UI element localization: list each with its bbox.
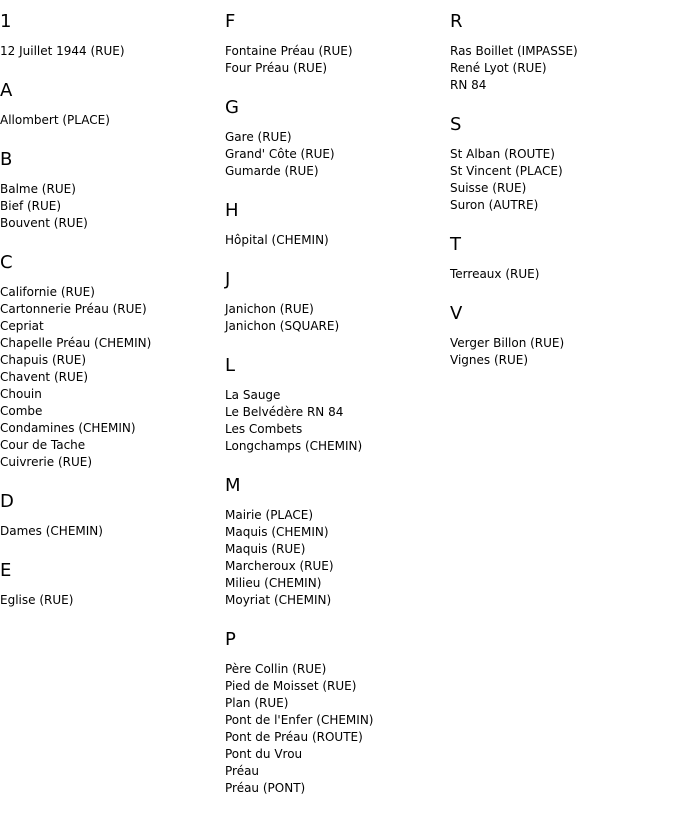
street-name: Chavent (RUE)	[0, 370, 89, 384]
section-letter-heading: S	[450, 114, 462, 135]
section-letter-heading: C	[0, 252, 13, 273]
street-name: 12 Juillet 1944 (RUE)	[0, 44, 125, 58]
section-letter-heading: B	[0, 149, 13, 170]
street-list	[225, 43, 445, 77]
letter-section	[450, 11, 670, 94]
street-name: Hôpital (CHEMIN)	[225, 233, 329, 247]
street-list	[0, 181, 220, 232]
street-name: Allombert (PLACE)	[0, 113, 110, 127]
street-list	[0, 523, 220, 540]
street-name: Plan (RUE)	[225, 696, 289, 710]
letter-section	[0, 149, 220, 232]
street-name: Suron (AUTRE)	[450, 198, 539, 212]
section-letter-heading: R	[450, 11, 463, 32]
section-letter-heading: L	[225, 355, 236, 376]
street-list	[225, 232, 445, 249]
street-name: Bief (RUE)	[0, 199, 62, 213]
letter-section	[225, 200, 445, 249]
street-name: Grand' Côte (RUE)	[225, 147, 335, 161]
street-list	[225, 387, 445, 455]
section-letter-heading: F	[225, 11, 236, 32]
street-name: Condamines (CHEMIN)	[0, 421, 136, 435]
letter-section	[0, 11, 220, 60]
street-list	[225, 661, 445, 797]
letter-section	[225, 97, 445, 180]
street-name: Vignes (RUE)	[450, 353, 529, 367]
street-name: Gumarde (RUE)	[225, 164, 319, 178]
street-list	[0, 43, 220, 60]
street-name: Bouvent (RUE)	[0, 216, 88, 230]
section-letter-heading: D	[0, 491, 14, 512]
street-name: Père Collin (RUE)	[225, 662, 327, 676]
street-name: Préau	[225, 764, 260, 778]
section-letter-heading: G	[225, 97, 239, 118]
street-name: Chapelle Préau (CHEMIN)	[0, 336, 152, 350]
letter-section	[0, 560, 220, 609]
index-column-1	[0, 11, 220, 629]
street-name: Janichon (RUE)	[225, 302, 314, 316]
section-letter-heading: E	[0, 560, 12, 581]
street-name: Fontaine Préau (RUE)	[225, 44, 353, 58]
street-name: Cartonnerie Préau (RUE)	[0, 302, 147, 316]
street-list	[225, 301, 445, 335]
street-list	[450, 266, 670, 283]
letter-section	[0, 491, 220, 540]
street-list	[225, 507, 445, 609]
street-name: Suisse (RUE)	[450, 181, 527, 195]
street-list	[225, 129, 445, 180]
street-name: Californie (RUE)	[0, 285, 95, 299]
letter-section	[0, 80, 220, 129]
section-letter-heading: H	[225, 200, 239, 221]
letter-section	[225, 11, 445, 77]
street-name: Chouin	[0, 387, 42, 401]
street-name: St Vincent (PLACE)	[450, 164, 563, 178]
street-name: Pont de Préau (ROUTE)	[225, 730, 363, 744]
letter-section	[225, 269, 445, 335]
section-letter-heading: A	[0, 80, 13, 101]
letter-section	[450, 303, 670, 369]
letter-section	[450, 114, 670, 214]
street-name: Verger Billon (RUE)	[450, 336, 565, 350]
street-name: Four Préau (RUE)	[225, 61, 328, 75]
street-name: Milieu (CHEMIN)	[225, 576, 322, 590]
index-column-2	[225, 11, 445, 817]
street-name: Gare (RUE)	[225, 130, 292, 144]
street-name: Pont de l'Enfer (CHEMIN)	[225, 713, 374, 727]
street-name: Les Combets	[225, 422, 303, 436]
street-name: Maquis (RUE)	[225, 542, 306, 556]
street-name: Mairie (PLACE)	[225, 508, 314, 522]
street-name: Le Belvédère RN 84	[225, 405, 344, 419]
section-letter-heading: J	[225, 269, 231, 290]
street-list	[0, 112, 220, 129]
street-name: René Lyot (RUE)	[450, 61, 547, 75]
street-name: Eglise (RUE)	[0, 593, 74, 607]
street-name: Moyriat (CHEMIN)	[225, 593, 332, 607]
street-name: Combe	[0, 404, 43, 418]
index-column-3	[450, 11, 670, 389]
section-letter-heading: P	[225, 629, 236, 650]
section-letter-heading: M	[225, 475, 241, 496]
street-list	[0, 592, 220, 609]
street-name: Cour de Tache	[0, 438, 86, 452]
street-name: Pont du Vrou	[225, 747, 303, 761]
letter-section	[225, 629, 445, 797]
letter-section	[225, 355, 445, 455]
street-list	[450, 43, 670, 94]
street-name: Marcheroux (RUE)	[225, 559, 334, 573]
street-name: Janichon (SQUARE)	[225, 319, 340, 333]
street-name: Dames (CHEMIN)	[0, 524, 103, 538]
letter-section	[0, 252, 220, 471]
street-name: St Alban (ROUTE)	[450, 147, 555, 161]
street-name: Pied de Moisset (RUE)	[225, 679, 357, 693]
street-name: RN 84	[450, 78, 487, 92]
street-name: Chapuis (RUE)	[0, 353, 87, 367]
street-list	[0, 284, 220, 471]
street-list	[450, 335, 670, 369]
street-name: Cuivrerie (RUE)	[0, 455, 93, 469]
section-letter-heading: T	[450, 234, 461, 255]
street-name: La Sauge	[225, 388, 281, 402]
street-list	[450, 146, 670, 214]
letter-section	[450, 234, 670, 283]
street-name: Balme (RUE)	[0, 182, 76, 196]
section-letter-heading: 1	[0, 11, 12, 32]
street-name: Ras Boillet (IMPASSE)	[450, 44, 578, 58]
letter-section	[225, 475, 445, 609]
street-name: Cepriat	[0, 319, 44, 333]
street-name: Maquis (CHEMIN)	[225, 525, 329, 539]
street-name: Terreaux (RUE)	[450, 267, 540, 281]
section-letter-heading: V	[450, 303, 463, 324]
street-name: Préau (PONT)	[225, 781, 306, 795]
street-name: Longchamps (CHEMIN)	[225, 439, 363, 453]
